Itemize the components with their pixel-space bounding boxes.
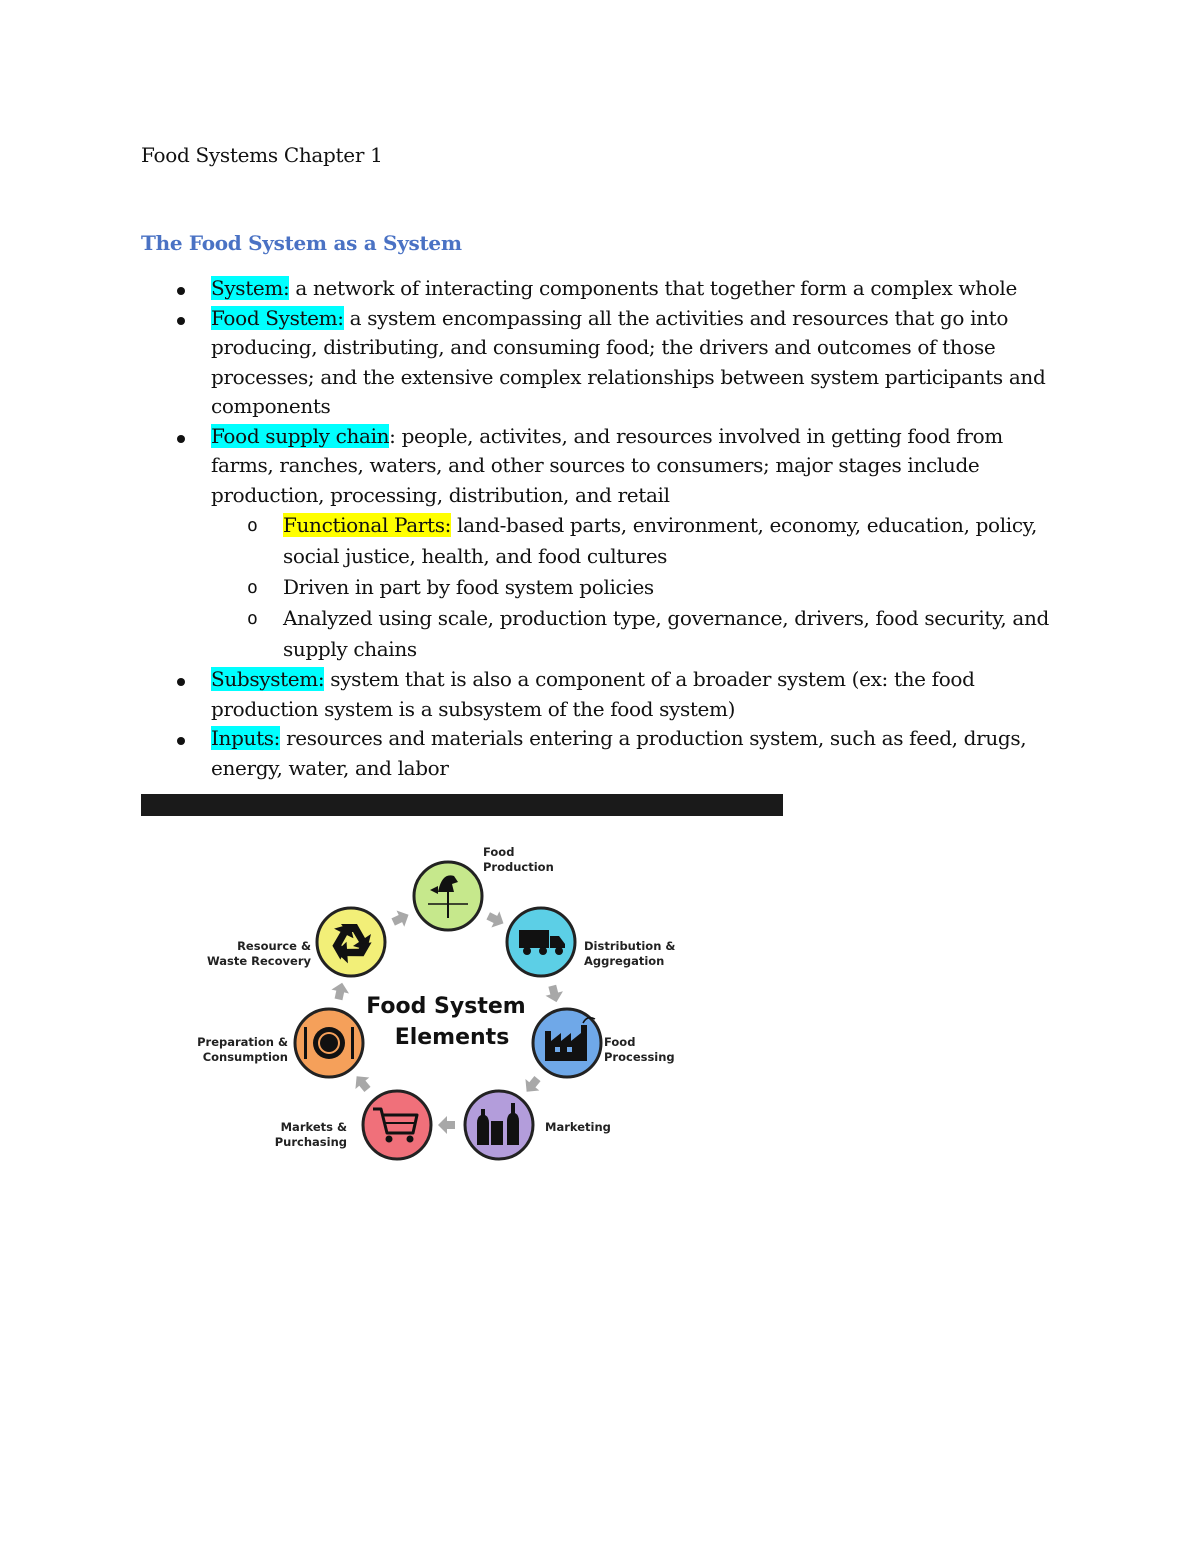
element-node: [197, 1009, 363, 1077]
list-item-food-supply-chain: [141, 422, 1071, 666]
definition-text: a system encompassing all the activities and resources that go into producing, distributing, and consuming food; the drivers and outcomes of those processes; and the extensive complex relationships between system participants and components: [211, 305, 1046, 418]
diagram-center-title-line1: Food System: [366, 994, 526, 1019]
sub-item-analyzed: [211, 603, 1071, 665]
definition-list: [141, 274, 1071, 783]
element-label-line2: Purchasing: [274, 1135, 347, 1149]
element-node: [507, 908, 675, 976]
element-label-line2: Production: [483, 860, 554, 874]
flow-arrow-icon: [484, 908, 507, 932]
list-item-inputs: [141, 724, 1071, 783]
sub-item-functional-parts: [211, 510, 1071, 572]
element-label-line1: Food: [483, 845, 515, 859]
flow-arrow-icon: [389, 907, 412, 931]
element-label-line2: Waste Recovery: [206, 954, 311, 968]
sub-item-text: Analyzed using scale, production type, governance, drivers, food security, and supply chains: [283, 606, 1049, 661]
page-title: Food Systems Chapter 1: [141, 143, 383, 167]
term-subsystem: Subsystem:: [211, 667, 325, 691]
element-label-line1: Markets &: [280, 1120, 347, 1134]
element-circle: [317, 908, 385, 976]
element-node: [465, 1091, 611, 1159]
element-label-line2: Consumption: [202, 1050, 288, 1064]
element-label-line1: Preparation &: [197, 1035, 288, 1049]
element-label-line1: Food: [604, 1035, 636, 1049]
element-node: [275, 1091, 431, 1159]
definition-text: resources and materials entering a production system, such as feed, drugs, energy, water, and labor: [211, 726, 1027, 780]
diagram-canvas: [141, 818, 783, 1200]
element-label-line1: Resource &: [237, 939, 311, 953]
term-food-system: Food System:: [211, 305, 344, 330]
element-label-line1: Distribution &: [584, 939, 676, 953]
flow-arrow-icon: [350, 1071, 375, 1096]
flow-arrow-icon: [330, 981, 351, 1001]
flow-arrow-icon: [544, 983, 566, 1004]
food-system-elements-diagram: [141, 818, 783, 1200]
element-label-line1: Marketing: [545, 1120, 611, 1134]
term-functional-parts: Functional Parts:: [283, 513, 452, 537]
element-label-line2: Aggregation: [584, 954, 665, 968]
term-food-supply-chain: Food supply chain: [211, 423, 390, 448]
sub-item-text: land-based parts, environment, economy, education, policy, social justice, health, and food cultures: [283, 513, 1037, 568]
sub-item-policies: [211, 572, 1071, 603]
flow-arrow-icon: [520, 1073, 545, 1098]
element-node: [207, 908, 385, 976]
section-heading: The Food System as a System: [141, 231, 462, 255]
list-item-system: [141, 274, 1071, 304]
flow-arrow-icon: [438, 1116, 455, 1134]
list-item-subsystem: [141, 665, 1071, 724]
definition-text: : people, activites, and resources involved in getting food from farms, ranches, waters, and other sources to consumers; major stages include production, processing, distribution, and retail: [211, 423, 1003, 507]
definition-text: a network of interacting components that together form a complex whole: [289, 276, 1017, 300]
element-node: [533, 1009, 675, 1077]
sub-list: [211, 510, 1071, 665]
list-item-food-system: [141, 304, 1071, 422]
element-label-line2: Processing: [604, 1050, 675, 1064]
definition-text: system that is also a component of a broader system (ex: the food production system is a subsystem of the food system): [211, 667, 975, 721]
element-circle: [363, 1091, 431, 1159]
term-system: System:: [211, 276, 290, 300]
image-top-bar: [141, 794, 783, 816]
term-inputs: Inputs:: [211, 726, 281, 750]
sub-item-text: Driven in part by food system policies: [283, 575, 654, 599]
diagram-center-title-line2: Elements: [394, 1025, 510, 1050]
